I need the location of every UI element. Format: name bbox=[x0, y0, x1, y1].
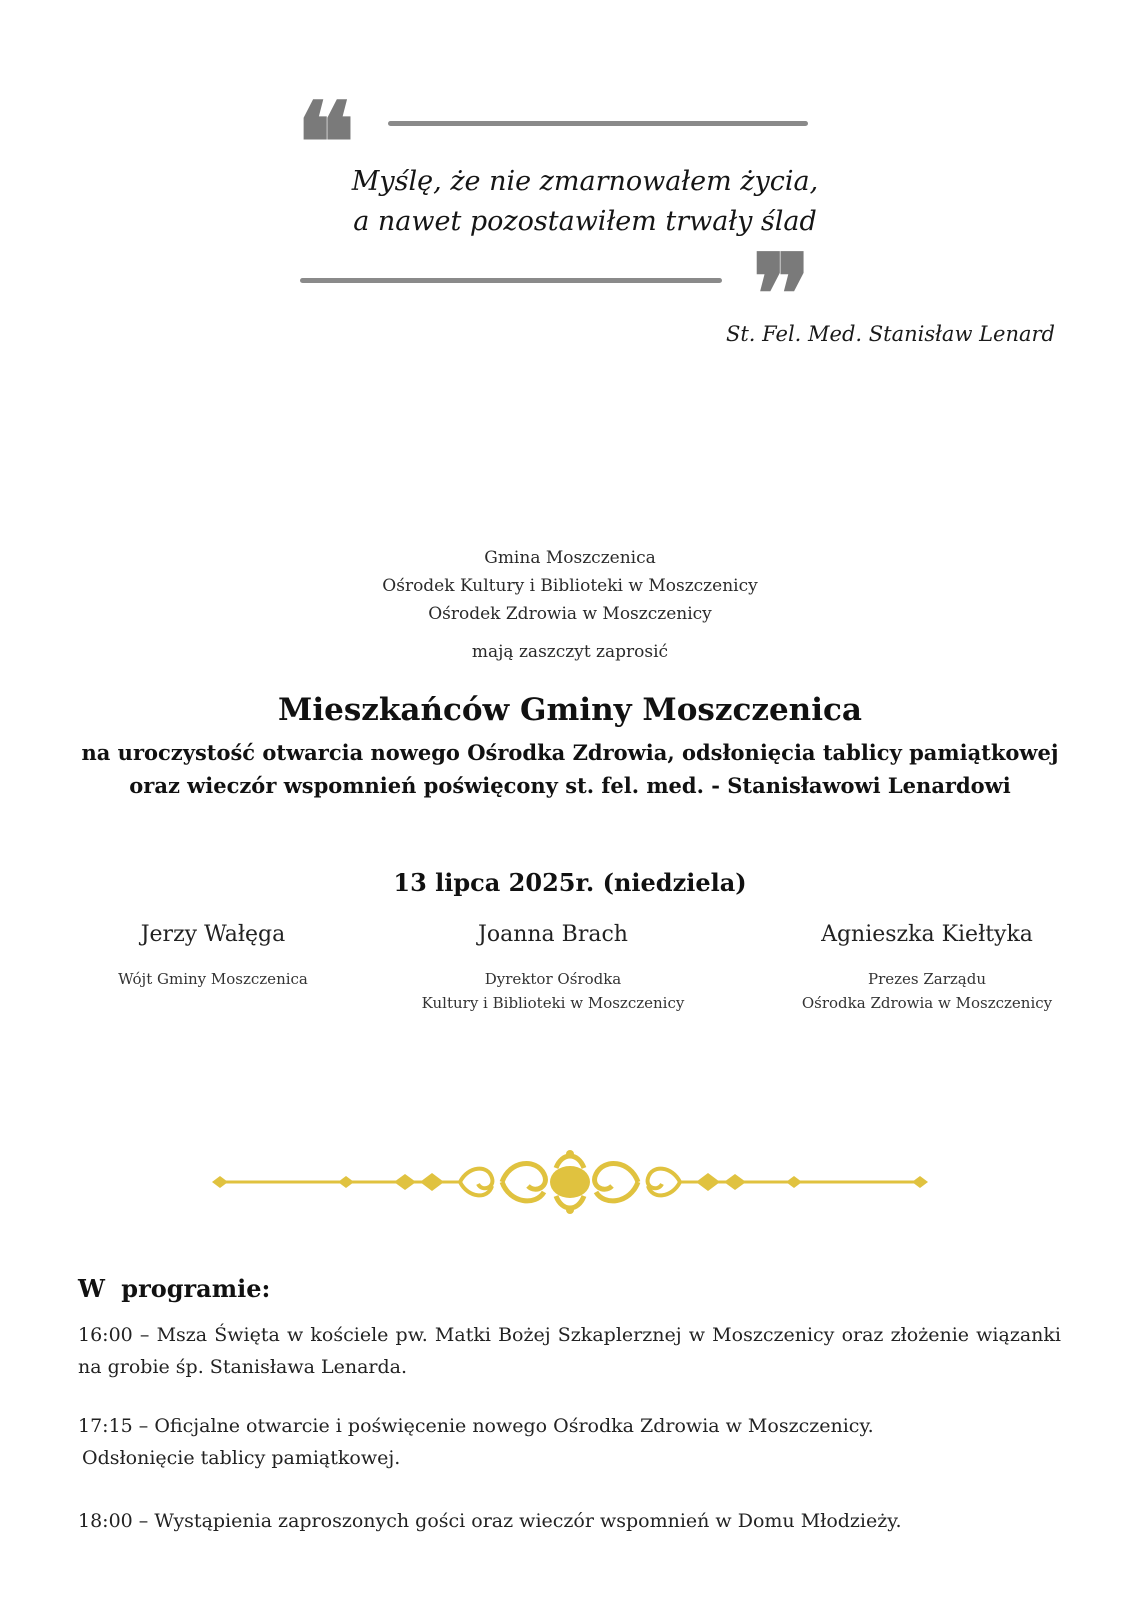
page-title: Mieszkańców Gminy Moszczenica bbox=[278, 692, 862, 728]
event-date: 13 lipca 2025r. (niedziela) bbox=[393, 868, 747, 897]
ornament-divider-icon bbox=[210, 1148, 930, 1216]
program-item-3: 18:00 – Wystąpienia zaproszonych gości oraz wieczór wspomnień w Domu Młodzieży. bbox=[78, 1510, 902, 1532]
signatory-name: Agnieszka Kiełtyka bbox=[821, 922, 1033, 947]
organizer-line-2: Ośrodek Kultury i Biblioteki w Moszczenicy bbox=[382, 576, 758, 596]
program-heading: W programie: bbox=[78, 1274, 271, 1303]
signatory-role-line-2: Ośrodka Zdrowia w Moszczenicy bbox=[801, 994, 1053, 1012]
open-quote-icon: ❝ bbox=[296, 78, 356, 207]
program-item-2b: Odsłonięcie tablicy pamiątkowej. bbox=[82, 1447, 401, 1469]
close-quote-icon: ❞ bbox=[752, 230, 812, 359]
signatory-2 bbox=[388, 922, 718, 1015]
signatory-name: Joanna Brach bbox=[478, 922, 628, 947]
program-item-2: 17:15 – Oficjalne otwarcie i poświęcenie nowego Ośrodka Zdrowia w Moszczenicy. bbox=[78, 1415, 874, 1437]
organizer-line-3: Ośrodek Zdrowia w Moszczenicy bbox=[428, 604, 712, 624]
signatory-role-line-1: Wójt Gminy Moszczenica bbox=[118, 970, 308, 988]
program-item-1: 16:00 – Msza Święta w kościele pw. Matki Bożej Szkaplerznej w Moszczenicy oraz złożenie wiązanki na grobie śp. Stanisława Lenarda. bbox=[78, 1324, 1061, 1378]
signatory-1 bbox=[48, 922, 378, 991]
signatory-role-line-1: Prezes Zarządu bbox=[867, 970, 987, 988]
signatory-role bbox=[48, 967, 378, 991]
signatory-3 bbox=[762, 922, 1092, 1015]
signatory-name: Jerzy Wałęga bbox=[140, 922, 286, 947]
organizer-line-1: Gmina Moszczenica bbox=[484, 548, 656, 568]
signatory-role bbox=[388, 967, 718, 1015]
subtitle-line-1: na uroczystość otwarcia nowego Ośrodka Zdrowia, odsłonięcia tablicy pamiątkowej bbox=[81, 740, 1059, 765]
subtitle-line-2: oraz wieczór wspomnień poświęcony st. fel. med. - Stanisławowi Lenardowi bbox=[129, 773, 1011, 798]
signatory-role-line-1: Dyrektor Ośrodka bbox=[484, 970, 622, 988]
signatory-role bbox=[762, 967, 1092, 1015]
quote-line-1: Myślę, że nie zmarnowałem życia, bbox=[351, 166, 819, 197]
signatory-role-line-2: Kultury i Biblioteki w Moszczenicy bbox=[421, 994, 685, 1012]
quote-top-rule bbox=[388, 121, 808, 126]
invite-line: mają zaszczyt zaprosić bbox=[471, 642, 669, 662]
quote-author: St. Fel. Med. Stanisław Lenard bbox=[725, 322, 1055, 346]
quote-line-2: a nawet pozostawiłem trwały ślad bbox=[353, 206, 817, 237]
quote-bottom-rule bbox=[300, 278, 722, 283]
